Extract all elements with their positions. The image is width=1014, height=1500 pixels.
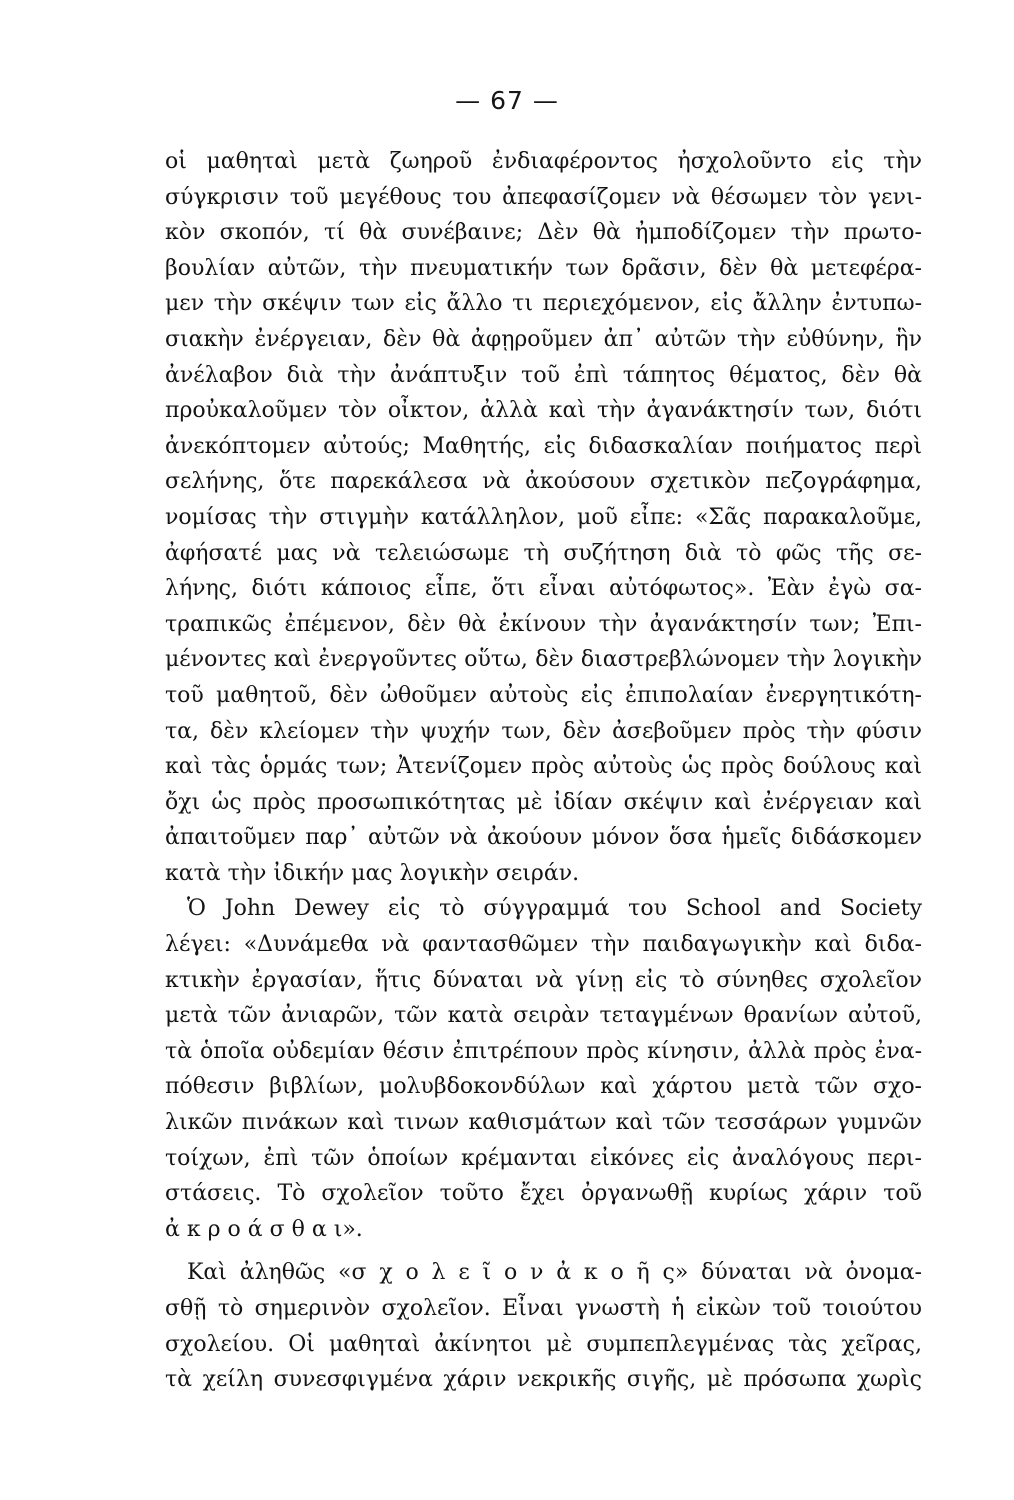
text-line: σιακὴν ἐνέργειαν, δὲν θὰ ἀφῃροῦμεν ἀπ᾽ αὐτῶν τὴν εὐθύνην, ἣν xyxy=(165,326,922,352)
text-line: λικῶν πινάκων καὶ τινων καθισμάτων καὶ τῶν τεσσάρων γυμνῶν xyxy=(165,1110,922,1136)
text-line: νομίσας τὴν στιγμὴν κατάλληλον, μοῦ εἶπε: «Σᾶς παρακαλοῦμε, xyxy=(165,504,922,530)
text-line: ἀπαιτοῦμεν παρ᾽ αὐτῶν νὰ ἀκούουν μόνον ὅσα ἡμεῖς διδάσκομεν xyxy=(165,825,922,851)
text-line: σχολείου. Οἱ μαθηταὶ ἀκίνητοι μὲ συμπεπλεγμένας τὰς χεῖρας, xyxy=(165,1331,922,1357)
text-line: μένοντες καὶ ἐνεργοῦντες οὕτω, δὲν διαστρεβλώνομεν τὴν λογικὴν xyxy=(165,647,922,673)
body-text xyxy=(165,144,922,1398)
paragraph-2 xyxy=(165,891,922,1247)
text-line: τα, δὲν κλείομεν τὴν ψυχήν των, δὲν ἀσεβοῦμεν πρὸς τὴν φύσιν xyxy=(165,718,922,744)
text-line: ὄχι ὡς πρὸς προσωπικότητας μὲ ἰδίαν σκέψιν καὶ ἐνέργειαν καὶ xyxy=(165,789,922,815)
text-line: σθῇ τὸ σημερινὸν σχολεῖον. Εἶναι γνωστὴ ἡ εἰκὼν τοῦ τοιούτου xyxy=(165,1296,922,1321)
text-line: λέγει: «Δυνάμεθα νὰ φαντασθῶμεν τὴν παιδαγωγικὴν καὶ διδα- xyxy=(165,932,922,958)
text-line: προὐκαλοῦμεν τὸν οἶκτον, ἀλλὰ καὶ τὴν ἀγανάκτησίν των, διότι xyxy=(165,398,922,424)
paragraph-3 xyxy=(165,1255,922,1397)
text-line: στάσεις. Τὸ σχολεῖον τοῦτο ἔχει ὀργανωθῇ κυρίως χάριν τοῦ xyxy=(165,1181,922,1207)
text-line: κτικὴν ἐργασίαν, ἥτις δύναται νὰ γίνῃ εἰς τὸ σύνηθες σχολεῖον xyxy=(165,967,922,993)
text-line: ἀνεκόπτομεν αὐτούς; Μαθητής, εἰς διδασκαλίαν ποιήματος περὶ xyxy=(165,433,922,459)
text-line: οἱ μαθηταὶ μετὰ ζωηροῦ ἐνδιαφέροντος ἠσχολοῦντο εἰς τὴν xyxy=(165,149,922,174)
text-line: τοῦ μαθητοῦ, δὲν ὠθοῦμεν αὐτοὺς εἰς ἐπιπολαίαν ἐνεργητικότη- xyxy=(165,682,922,708)
text-line: κατὰ τὴν ἰδικήν μας λογικὴν σειράν. xyxy=(165,860,580,886)
paragraph-1 xyxy=(165,144,922,891)
text-line: καὶ τὰς ὁρμάς των; Ἀτενίζομεν πρὸς αὐτοὺς ὡς πρὸς δούλους καὶ xyxy=(165,754,922,780)
text-line: κὸν σκοπόν, τί θὰ συνέβαινε; Δὲν θὰ ἠμποδίζομεν τὴν πρωτο- xyxy=(165,220,922,246)
text-line: ἀ κ ρ ο ά σ θ α ι». xyxy=(165,1216,363,1242)
text-line: λήνης, διότι κάποιος εἶπε, ὅτι εἶναι αὐτόφωτος». Ἐὰν ἐγὼ σα- xyxy=(165,576,922,602)
text-line: μεν τὴν σκέψιν των εἰς ἄλλο τι περιεχόμενον, εἰς ἄλλην ἐντυπω- xyxy=(165,291,922,317)
text-line: σύγκρισιν τοῦ μεγέθους του ἀπεφασίζομεν νὰ θέσωμεν τὸν γενι- xyxy=(165,184,922,210)
page-number: — 67 — xyxy=(455,86,559,115)
text-line: τὰ χείλη συνεσφιγμένα χάριν νεκρικῆς σιγῆς, μὲ πρόσωπα χωρὶς xyxy=(165,1367,922,1393)
text-line: πόθεσιν βιβλίων, μολυβδοκονδύλων καὶ χάρτου μετὰ τῶν σχο- xyxy=(165,1074,922,1100)
text-line: τραπικῶς ἐπέμενον, δὲν θὰ ἐκίνουν τὴν ἀγανάκτησίν των; Ἐπι- xyxy=(165,611,922,637)
text-line: ἀνέλαβον διὰ τὴν ἀνάπτυξιν τοῦ ἐπὶ τάπητος θέματος, δὲν θὰ xyxy=(165,362,922,388)
text-line: μετὰ τῶν ἀνιαρῶν, τῶν κατὰ σειρὰν τεταγμένων θρανίων αὐτοῦ, xyxy=(165,1003,922,1029)
text-line: τοίχων, ἐπὶ τῶν ὁποίων κρέμανται εἰκόνες εἰς ἀναλόγους περι- xyxy=(165,1145,922,1171)
text-line: σελήνης, ὅτε παρεκάλεσα νὰ ἀκούσουν σχετικὸν πεζογράφημα, xyxy=(165,469,922,495)
text-line: ἀφήσατέ μας νὰ τελειώσωμε τὴ συζήτηση διὰ τὸ φῶς τῆς σε- xyxy=(165,540,922,566)
text-line: Ὁ John Dewey εἰς τὸ σύγγραμμά του School and Society xyxy=(187,896,922,922)
text-line: Καὶ ἀληθῶς «σ χ ο λ ε ῖ ο ν ἀ κ ο ῆ ς» δύναται νὰ ὀνομα- xyxy=(187,1260,922,1286)
text-line: τὰ ὁποῖα οὐδεμίαν θέσιν ἐπιτρέπουν πρὸς κίνησιν, ἀλλὰ πρὸς ἐνα- xyxy=(165,1038,922,1064)
text-line: βουλίαν αὐτῶν, τὴν πνευματικήν των δρᾶσιν, δὲν θὰ μετεφέρα- xyxy=(165,255,922,281)
